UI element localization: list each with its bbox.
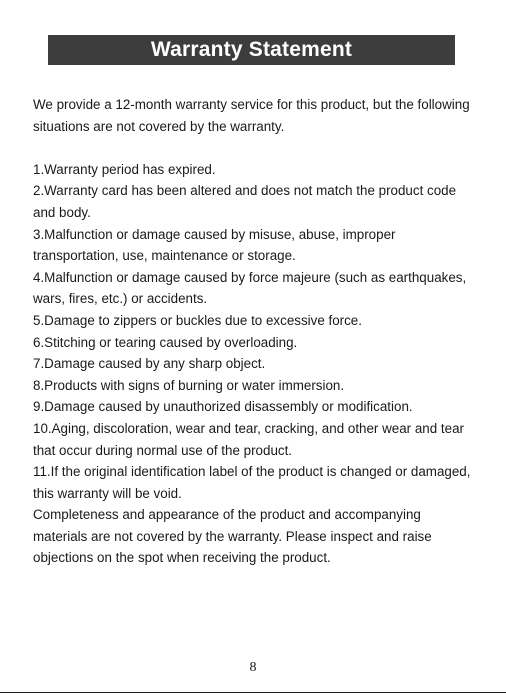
list-item: 1.Warranty period has expired. [33,161,216,177]
list-item: 3.Malfunction or damage caused by misuse, abuse, improper transportation, use, maintenance or storage. [33,226,396,264]
list-item: 8.Products with signs of burning or water immersion. [33,377,345,393]
closing-paragraph: Completeness and appearance of the product and accompanying materials are not covered by the warranty. Please inspect and raise objections on the spot when receiving the product. [33,507,432,566]
list-item: 6.Stitching or tearing caused by overloading. [33,334,298,350]
list-item: 11.If the original identification label of the product is changed or damaged, this warranty will be void. [33,464,471,501]
warranty-body [33,94,473,569]
list-item: 7.Damage caused by any sharp object. [33,356,266,372]
page-bottom-divider [0,692,506,693]
list-item: 9.Damage caused by unauthorized disassembly or modification. [33,399,413,415]
list-item: 4.Malfunction or damage caused by force majeure (such as earthquakes, wars, fires, etc.) or accidents. [33,269,467,307]
list-item: 5.Damage to zippers or buckles due to excessive force. [33,312,362,328]
page-number: 8 [249,660,257,675]
title-banner [48,35,455,65]
list-item: 10.Aging, discoloration, wear and tear, cracking, and other wear and tear that occur during normal use of the product. [33,420,464,458]
list-item: 2.Warranty card has been altered and does not match the product code and body. [33,183,457,220]
intro-paragraph: We provide a 12-month warranty service for this product, but the following situations are not covered by the warranty. [33,97,470,134]
page-title: Warranty Statement [150,38,353,61]
